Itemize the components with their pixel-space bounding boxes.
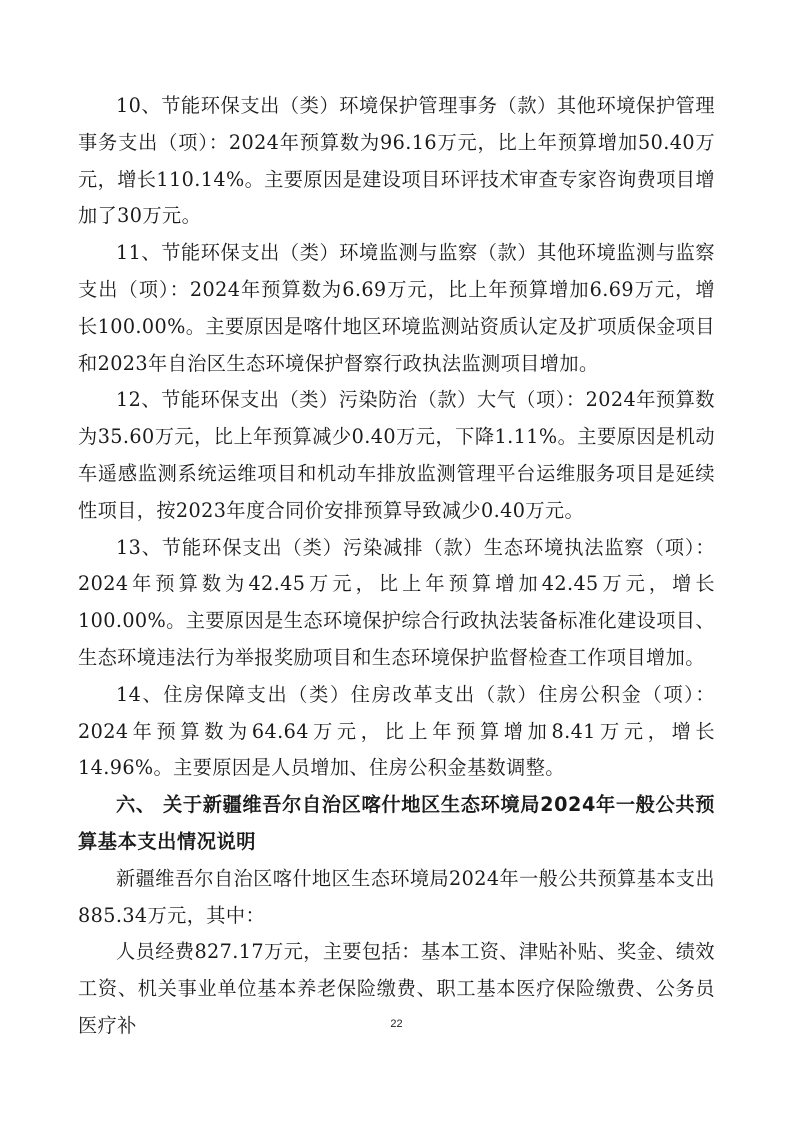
paragraph-basic-expenditure-total: 新疆维吾尔自治区喀什地区生态环境局2024年一般公共预算基本支出885.34万元，其中： [78, 866, 715, 927]
section-heading-6: 六、 关于新疆维吾尔自治区喀什地区生态环境局2024年一般公共预算基本支出情况说明 [78, 793, 715, 853]
paragraph-item-10: 10、节能环保支出（类）环境保护管理事务（款）其他环境保护管理事务支出（项）：2024年预算数为96.16万元，比上年预算增加50.40万元，增长110.14%。主要原因是建设项目环评技术审查专家咨询费项目增加了30万元。 [78, 94, 715, 228]
paragraph-item-12: 12、节能环保支出（类）污染防治（款）大气（项）：2024年预算数为35.60万元，比上年预算减少0.40万元，下降1.11%。主要原因是机动车遥感监测系统运维项目和机动车排放监测管理平台运维服务项目是延续性项目，按2023年度合同价安排预算导致减少0.40万元。 [78, 388, 715, 522]
document-body [78, 88, 715, 1045]
paragraph-item-13: 13、节能环保支出（类）污染减排（款）生态环境执法监察（项）：2024年预算数为42.45万元，比上年预算增加42.45万元，增长100.00%。主要原因是生态环境保护综合行政执法装备标准化建设项目、生态环境违法行为举报奖励项目和生态环境保护监督检查工作项目增加。 [78, 535, 715, 669]
paragraph-personnel-expenses: 人员经费827.17万元，主要包括：基本工资、津贴补贴、奖金、绩效工资、机关事业单位基本养老保险缴费、职工基本医疗保险缴费、公务员医疗补 [78, 940, 715, 1037]
paragraph-item-11: 11、节能环保支出（类）环境监测与监察（款）其他环境监测与监察支出（项）：2024年预算数为6.69万元，比上年预算增加6.69万元，增长100.00%。主要原因是喀什地区环境监测站资质认定及扩项质保金项目和2023年自治区生态环境保护督察行政执法监测项目增加。 [78, 241, 715, 375]
paragraph-item-14: 14、住房保障支出（类）住房改革支出（款）住房公积金（项）：2024年预算数为64.64万元，比上年预算增加8.41万元，增长14.96%。主要原因是人员增加、住房公积金基数调整。 [78, 682, 715, 780]
page-number: 22 [390, 1018, 403, 1030]
